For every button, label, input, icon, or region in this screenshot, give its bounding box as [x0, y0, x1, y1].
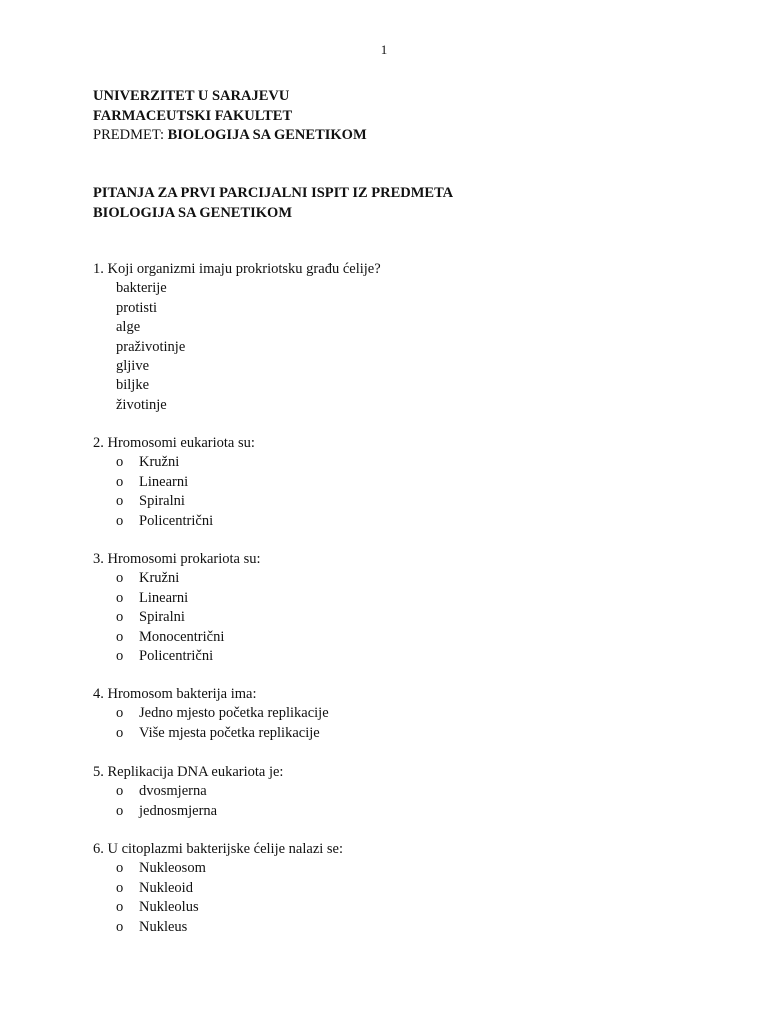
answer-list — [93, 704, 329, 743]
question-1 — [93, 260, 381, 415]
answer-text: Monocentrični — [139, 628, 225, 645]
answer-text: Linearni — [139, 589, 189, 606]
bullet-marker: o — [116, 860, 124, 877]
question-3 — [93, 550, 261, 666]
answer-option — [93, 473, 255, 492]
question-text: 2. Hromosomi eukariota su: — [93, 435, 255, 451]
question-6 — [93, 840, 343, 937]
answer-text: Policentrični — [139, 512, 214, 529]
title-line-1: PITANJA ZA PRVI PARCIJALNI ISPIT IZ PREDMETA — [93, 185, 454, 201]
subject-label: PREDMET: — [93, 127, 168, 143]
question-text: 6. U citoplazmi bakterijske ćelije nalazi se: — [93, 841, 344, 857]
bullet-marker: o — [116, 493, 124, 510]
bullet-marker: o — [116, 512, 124, 529]
title-line-2: BIOLOGIJA SA GENETIKOM — [93, 205, 293, 221]
question-text: 5. Replikacija DNA eukariota je: — [93, 764, 284, 780]
bullet-marker: o — [116, 628, 124, 645]
answer-text: Policentrični — [139, 647, 214, 664]
answer-text: dvosmjerna — [139, 783, 207, 800]
answer-option: životinje — [116, 396, 167, 413]
answer-option — [93, 453, 255, 472]
answer-text: Nukleoid — [139, 879, 193, 896]
bullet-marker: o — [116, 609, 124, 626]
answer-text: Nukleosom — [139, 860, 206, 877]
bullet-marker: o — [116, 589, 124, 606]
answer-option — [93, 704, 329, 723]
answer-option: praživotinje — [116, 338, 186, 355]
page-number: 1 — [380, 42, 388, 57]
question-4 — [93, 685, 329, 743]
answer-option — [93, 492, 255, 511]
bullet-marker: o — [116, 454, 124, 471]
bullet-marker: o — [116, 783, 124, 800]
answer-text: Spiralni — [139, 609, 185, 626]
answer-option: gljive — [116, 357, 150, 374]
answer-option — [93, 569, 261, 588]
answer-text: Nukleolus — [139, 899, 199, 916]
bullet-marker: o — [116, 802, 124, 819]
question-5 — [93, 763, 283, 821]
answer-text: Spiralni — [139, 493, 185, 510]
university-name: UNIVERZITET U SARAJEVU — [93, 88, 290, 104]
bullet-marker: o — [116, 918, 124, 935]
answer-list — [93, 859, 343, 937]
faculty-name: FARMACEUTSKI FAKULTET — [93, 107, 293, 124]
bullet-marker: o — [116, 899, 124, 916]
question-text: 1. Koji organizmi imaju prokriotsku građu ćelije? — [93, 261, 381, 277]
answer-option: bakterije — [116, 280, 167, 297]
answer-list — [93, 279, 381, 415]
answer-option — [93, 879, 343, 898]
answer-text: Nukleus — [139, 918, 188, 935]
bullet-marker: o — [116, 705, 124, 722]
bullet-marker: o — [116, 724, 124, 741]
answer-option — [93, 859, 343, 878]
answer-option — [93, 918, 343, 937]
answer-option — [93, 608, 261, 627]
answer-text: Jedno mjesto početka replikacije — [139, 705, 329, 722]
bullet-marker: o — [116, 473, 124, 490]
subject-line — [93, 126, 367, 146]
answer-option: alge — [116, 319, 141, 336]
answer-option — [93, 647, 261, 666]
answer-option — [93, 898, 343, 917]
answer-text: Kružni — [139, 454, 180, 471]
answer-option — [93, 589, 261, 608]
subject-name: BIOLOGIJA SA GENETIKOM — [167, 127, 367, 143]
answer-list — [93, 782, 283, 821]
question-text: 4. Hromosom bakterija ima: — [93, 686, 257, 702]
answer-option — [93, 802, 283, 821]
answer-list — [93, 569, 261, 666]
answer-option: protisti — [116, 299, 158, 316]
question-text: 3. Hromosomi prokariota su: — [93, 551, 261, 567]
answer-text: Linearni — [139, 473, 189, 490]
answer-option — [93, 512, 255, 531]
document-header — [93, 87, 367, 146]
document-title — [93, 183, 453, 223]
bullet-marker: o — [116, 879, 124, 896]
answer-text: Kružni — [139, 570, 180, 587]
answer-text: jednosmjerna — [139, 802, 218, 819]
answer-option: biljke — [116, 377, 150, 394]
bullet-marker: o — [116, 647, 124, 664]
answer-text: Više mjesta početka replikacije — [139, 724, 320, 741]
answer-option — [93, 782, 283, 801]
bullet-marker: o — [116, 570, 124, 587]
answer-option — [93, 628, 261, 647]
answer-option — [93, 724, 329, 743]
answer-list — [93, 453, 255, 531]
question-2 — [93, 434, 255, 531]
